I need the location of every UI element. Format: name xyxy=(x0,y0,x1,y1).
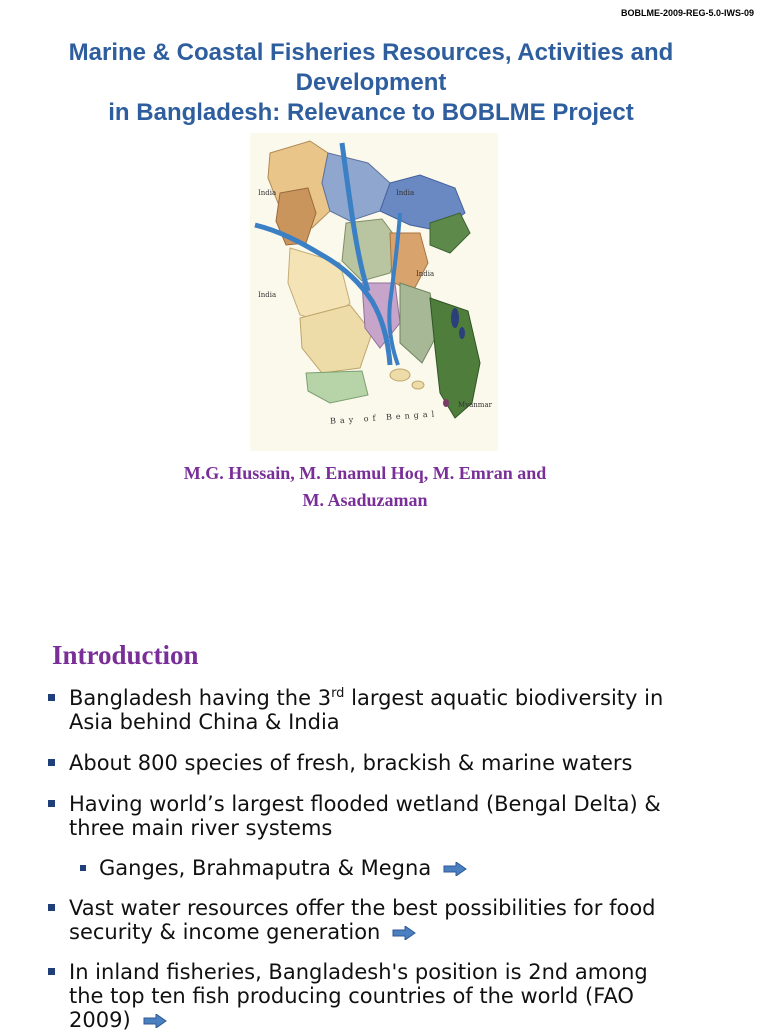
bangladesh-map xyxy=(250,133,498,451)
map-graphic xyxy=(250,133,498,451)
bullet-marker xyxy=(48,968,55,975)
arrow-right-icon[interactable] xyxy=(143,1014,167,1028)
bullet-text xyxy=(69,960,688,1032)
bullet-sup: rd xyxy=(331,686,345,701)
bullet-text-line1: Vast water resources offer the best possibilities for food xyxy=(69,896,656,920)
title-line-3: in Bangladesh: Relevance to BOBLME Project xyxy=(108,99,634,126)
bullet-marker xyxy=(48,904,55,911)
map-island-2 xyxy=(412,381,424,389)
intro-heading: Introduction xyxy=(52,640,199,670)
bullet-text-line2: three main river systems xyxy=(69,816,333,840)
map-label-india-nw: India xyxy=(258,189,277,197)
bullet-text-line2: Asia behind China & India xyxy=(69,710,340,734)
map-lake-2 xyxy=(459,327,465,339)
arrow-right-icon[interactable] xyxy=(392,926,416,940)
bullet-text-line3: 2009) xyxy=(69,1008,131,1032)
map-lake-3 xyxy=(443,399,449,407)
document-code: BOBLME-2009-REG-5.0-IWS-09 xyxy=(620,8,754,18)
map-region-southwest xyxy=(300,305,372,373)
bullet-species xyxy=(48,751,688,775)
bullet-rivers xyxy=(80,856,680,880)
bullet-text-line2: security & income generation xyxy=(69,920,381,944)
map-label-india-w: India xyxy=(258,291,277,299)
authors-line-2: M. Asaduzaman xyxy=(302,490,428,510)
bullet-text-line1: In inland fisheries, Bangladesh's position is 2nd among xyxy=(69,960,648,984)
bullet-wetland xyxy=(48,792,688,840)
bullet-text xyxy=(69,686,688,734)
bullet-text: About 800 species of fresh, brackish & marine waters xyxy=(69,751,633,775)
bullet-text-line2: the top ten fish producing countries of the world (FAO xyxy=(69,984,634,1008)
map-island-1 xyxy=(390,369,410,381)
title-line-2: Development xyxy=(295,69,447,96)
map-label-india-ne: India xyxy=(396,189,415,197)
authors-line-1: M.G. Hussain, M. Enamul Hoq, M. Emran and xyxy=(183,463,547,483)
bullet-marker xyxy=(48,800,55,807)
bullet-water-resources xyxy=(48,896,688,944)
bullet-text xyxy=(69,896,688,944)
bullet-text xyxy=(99,856,680,880)
map-label-india-e: India xyxy=(416,270,435,278)
bullet-marker xyxy=(48,694,55,701)
bullet-text xyxy=(69,792,688,840)
bullet-biodiversity xyxy=(48,686,688,734)
bullet-text-main: Ganges, Brahmaputra & Megna xyxy=(99,856,432,880)
bullet-marker xyxy=(48,759,55,766)
bullet-text-line1: Having world’s largest flooded wetland (Bengal Delta) & xyxy=(69,792,661,816)
bullet-marker xyxy=(80,865,86,871)
authors xyxy=(20,460,710,514)
page-title xyxy=(20,38,722,128)
map-label-myanmar: Myanmar xyxy=(458,401,492,409)
map-region-sundarbans xyxy=(306,371,368,403)
bullet-text-post: largest aquatic biodiversity in xyxy=(344,686,664,710)
arrow-right-icon[interactable] xyxy=(443,862,467,876)
bullet-text-pre: Bangladesh having the 3 xyxy=(69,686,332,710)
map-label-bay: Bay of Bengal xyxy=(329,409,439,426)
bullet-inland-fisheries xyxy=(48,960,688,1032)
map-lake-1 xyxy=(451,308,459,328)
title-line-1: Marine & Coastal Fisheries Resources, Activities and xyxy=(68,39,674,66)
